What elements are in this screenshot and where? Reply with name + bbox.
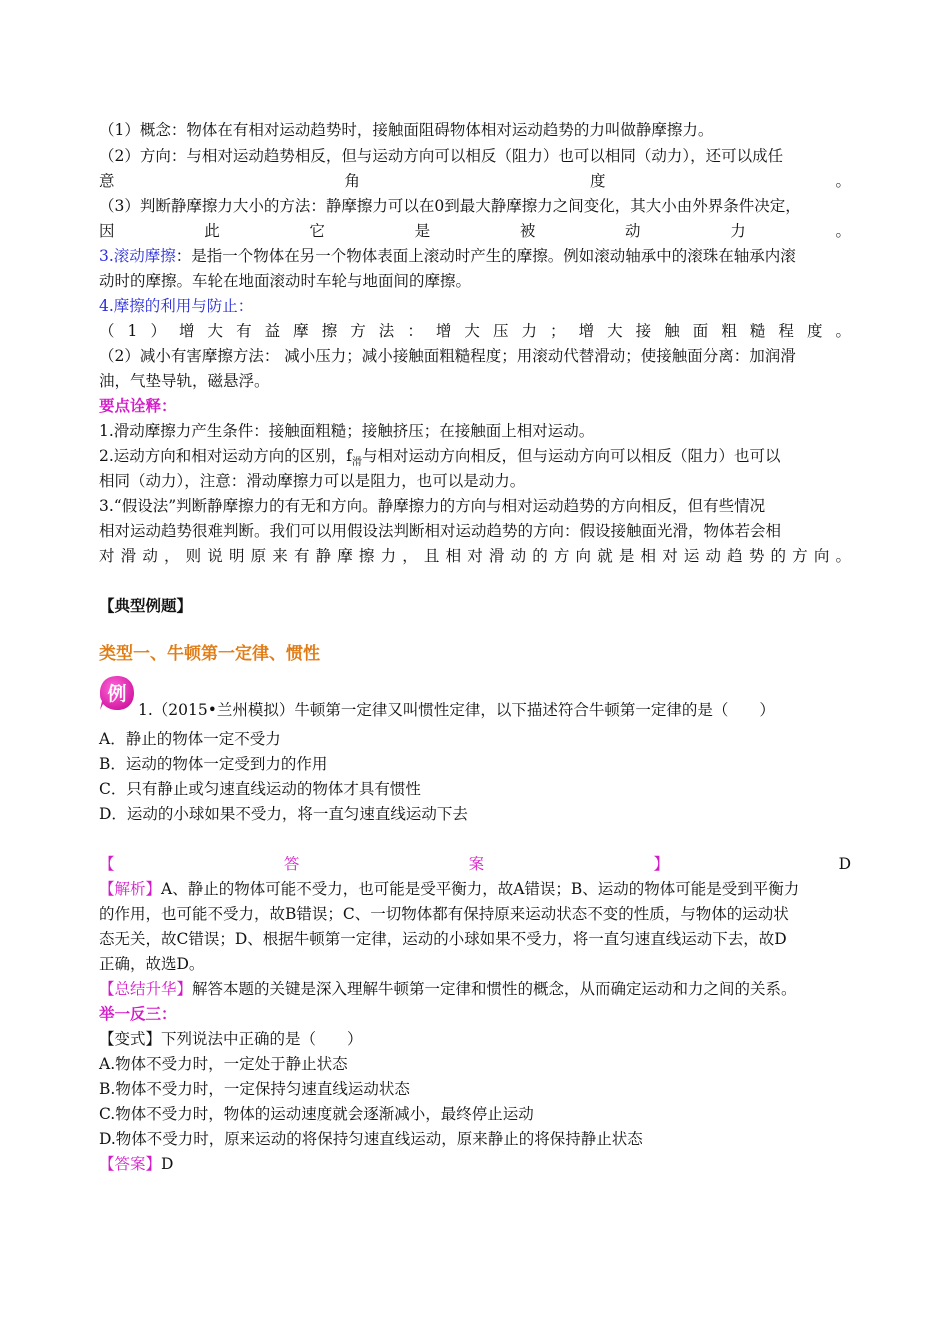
rolling-line1: [99, 245, 851, 267]
static-direction-line1: （2）方向：与相对运动趋势相反，但与运动方向可以相反（阻力）也可以相同（动力），还可以成任: [99, 147, 784, 165]
summary-line: 【总结升华】解答本题的关键是深入理解牛顿第一定律和惯性的概念，从而确定运动和力之间的关系。: [99, 980, 797, 998]
practice-option-b: B.物体不受力时，一定保持匀速直线运动状态: [99, 1080, 410, 1098]
key-points-heading: 要点诠释：: [99, 396, 177, 415]
key-point-3-line1: 3.“假设法”判断静摩擦力的有无和方向。静摩擦力的方向与相对运动趋势的方向相反，但有些情况: [99, 497, 766, 515]
analysis-label: 【解析】: [99, 880, 162, 898]
analysis-line2: 的作用，也可能不受力，故B错误；C、一切物体都有保持原来运动状态不变的性质，与物体的运动状: [99, 905, 789, 923]
key-point-2-line2: 相同（动力），注意：滑动摩擦力可以是阻力，也可以是动力。: [99, 472, 526, 490]
static-concept: （1）概念：物体在有相对运动趋势时，接触面阻碍物体相对运动趋势的力叫做静摩擦力。: [99, 121, 714, 139]
usage-increase: （1）增大有益摩擦方法：增大压力；增大接触面粗糙程度。: [99, 322, 851, 340]
practice-answer-value: D: [161, 1155, 174, 1173]
analysis-line4: 正确，故选D。: [99, 955, 205, 973]
practice-option-c: C.物体不受力时，物体的运动速度就会逐渐减小，最终停止运动: [99, 1105, 534, 1123]
summary-label: 【总结升华】: [99, 980, 193, 998]
usage-heading: 4.摩擦的利用与防止：: [99, 297, 254, 315]
examples-heading: 【典型例题】: [99, 596, 193, 615]
practice-label: 【变式】: [99, 1030, 162, 1048]
rolling-heading: 3.滚动摩擦: [99, 247, 176, 265]
type1-heading: 类型一、牛顿第一定律、惯性: [99, 644, 320, 664]
practice-heading: 举一反三：: [99, 1004, 177, 1023]
question-option-d: D．运动的小球如果不受力，将一直匀速直线运动下去: [99, 805, 468, 823]
question-option-a: A．静止的物体一定不受力: [99, 730, 281, 748]
practice-answer-label: 【答案】: [99, 1155, 162, 1173]
usage-reduce-line1: （2）减小有害摩擦方法： 减小压力；减小接触面粗糙程度；用滚动代替滑动；使接触面分离：加润滑: [99, 347, 796, 365]
rolling-text: ：是指一个物体在另一个物体表面上滚动时产生的摩擦。例如滚动轴承中的滚珠在轴承内滚: [175, 247, 796, 265]
question-option-b: B．运动的物体一定受到力的作用: [99, 755, 328, 773]
key-point-1: 1.滑动摩擦力产生条件：接触面粗糙；接触挤压；在接触面上相对运动。: [99, 422, 595, 440]
key-point-3-line3: 对滑动，则说明原来有静摩擦力，且相对滑动的方向就是相对运动趋势的方向。: [99, 547, 851, 565]
key-point-2-line1: 2.运动方向和相对运动方向的区别，$f_滑$与相对运动方向相反，但与运动方向可以相反（阻力）也可以: [99, 447, 781, 469]
analysis-line3: 态无关，故C错误；D、根据牛顿第一定律，运动的小球如果不受力，将一直匀速直线运动下去，故D: [99, 930, 787, 948]
practice-answer-line: [99, 1153, 851, 1175]
analysis-line1: 【解析】A、静止的物体可能不受力，也可能是受平衡力，故A错误；B、运动的物体可能是受到平衡力: [99, 880, 800, 898]
practice-option-a: A.物体不受力时，一定处于静止状态: [99, 1055, 348, 1073]
static-judge-line1: （3）判断静摩擦力大小的方法：静摩擦力可以在0到最大静摩擦力之间变化，其大小由外界条件决定，: [99, 197, 801, 215]
answer-label: 【答案】: [99, 855, 669, 873]
usage-reduce-line2: 油，气垫导轨，磁悬浮。: [99, 372, 270, 390]
key-point-3-line2: 相对运动趋势很难判断。我们可以用假设法判断相对运动趋势的方向：假设接触面光滑，物体若会相: [99, 522, 782, 540]
practice-stem-line: 【变式】下列说法中正确的是（ ）: [99, 1030, 363, 1048]
question-stem: 1.（2015•兰州模拟）牛顿第一定律又叫惯性定律，以下描述符合牛顿第一定律的是（ ）: [138, 701, 775, 719]
example-badge-icon: [98, 674, 136, 712]
badge-char: 例: [107, 683, 127, 705]
practice-option-d: D.物体不受力时，原来运动的将保持匀速直线运动，原来静止的将保持静止状态: [99, 1130, 643, 1148]
answer-line: [99, 853, 851, 875]
static-direction-line2: 意角度。: [99, 172, 851, 190]
static-judge-line2: 因此它是被动力。: [99, 222, 851, 240]
rolling-line2: 动时的摩擦。车轮在地面滚动时车轮与地面间的摩擦。: [99, 272, 472, 290]
question-option-c: C．只有静止或匀速直线运动的物体才具有惯性: [99, 780, 421, 798]
answer-value: D: [838, 855, 851, 873]
